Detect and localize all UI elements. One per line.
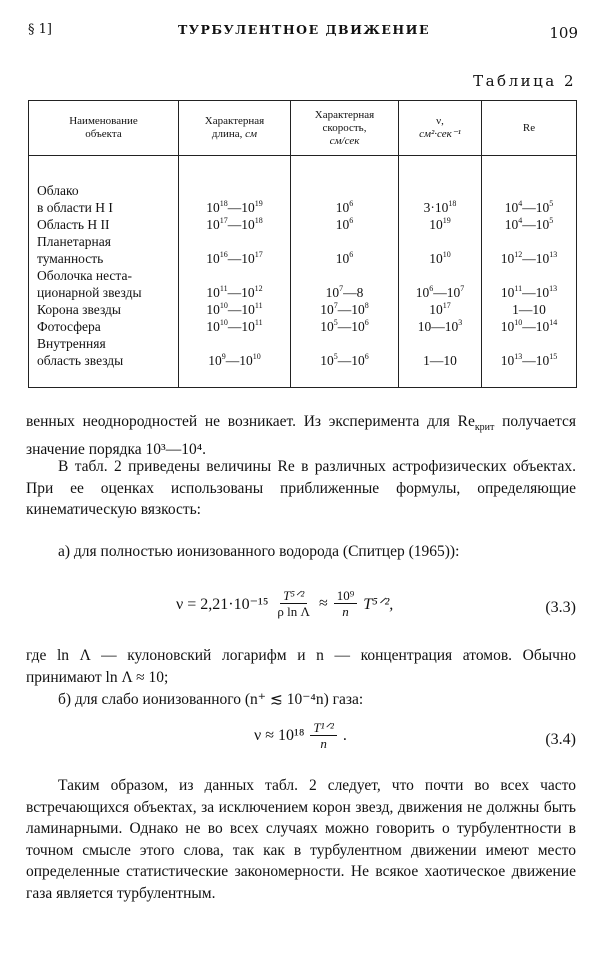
length-value: $10^{10}—10^{11}$ xyxy=(179,301,291,318)
formula-3-3: ν = 2,21·10⁻¹⁵ $\frac{\text{T⁵ᐟ²}}{\text{ρ ln Λ}}$ ≈ $\frac{\text{10⁹}}{n}$ T⁵ᐟ², (3.3) xyxy=(176,588,576,619)
running-header xyxy=(28,20,578,46)
object-name: Облако в области H I xyxy=(29,182,179,216)
re-value: $10^{13}—10^{15}$ xyxy=(482,335,577,388)
object-name: Корона звезды xyxy=(29,301,179,318)
table-row xyxy=(29,301,577,318)
section-marker: § 1] xyxy=(28,22,52,37)
table-row xyxy=(29,233,577,267)
nu-value: $10^{19}$ xyxy=(399,216,482,233)
table-caption: Таблица 2 xyxy=(473,72,576,90)
nu-value: $10—10^3$ xyxy=(399,318,482,335)
col-header-re: Re xyxy=(482,101,577,156)
speed-value: $10^5—10^6$ xyxy=(291,318,399,335)
length-value: $10^9—10^{10}$ xyxy=(179,335,291,388)
object-name: Оболочка неста- ционарной звезды xyxy=(29,267,179,301)
re-value: $10^{11}—10^{13}$ xyxy=(482,267,577,301)
running-title: ТУРБУЛЕНТНОЕ ДВИЖЕНИЕ xyxy=(178,22,431,37)
table-header-row xyxy=(29,101,577,156)
col-header-name: Наименование объекта xyxy=(29,101,179,156)
col-header-length: Характерная длина, см xyxy=(179,101,291,156)
table-body xyxy=(29,156,577,388)
paragraph-3: а) для полностью ионизованного водорода (Спитцер (1965)): xyxy=(58,543,460,560)
length-value: $10^{16}—10^{17}$ xyxy=(179,233,291,267)
nu-value: $3\cdot 10^{18}$ xyxy=(399,182,482,216)
speed-value: $10^7—10^8$ xyxy=(291,301,399,318)
object-name: Внутренняя область звезды xyxy=(29,335,179,388)
nu-value: $10^6—10^7$ xyxy=(399,267,482,301)
object-name: Область H II xyxy=(29,216,179,233)
paragraph-2: В табл. 2 приведены величины Re в различных астрофизических объектах. При ее оценках использованы приближенные формулы, определяющие кинематическую вязкость: xyxy=(26,458,576,518)
table-row xyxy=(29,318,577,335)
table-row xyxy=(29,182,577,216)
speed-value: $10^5—10^6$ xyxy=(291,335,399,388)
nu-value: $10^{10}$ xyxy=(399,233,482,267)
formula-3-4: ν ≈ 10¹⁸ $\frac{\text{T¹ᐟ²}}{n}$ . (3.4) xyxy=(254,720,576,751)
object-name: Фотосфера xyxy=(29,318,179,335)
object-name: Планетарная туманность xyxy=(29,233,179,267)
equation-number-3-4: (3.4) xyxy=(545,731,576,748)
data-table xyxy=(28,100,577,388)
col-header-nu: ν, см²·сек⁻¹ xyxy=(399,101,482,156)
re-value: 1—10 xyxy=(482,301,577,318)
page-number: 109 xyxy=(549,24,578,42)
speed-value: $10^7—8$ xyxy=(291,267,399,301)
equation-number-3-3: (3.3) xyxy=(545,599,576,616)
table-row xyxy=(29,335,577,388)
re-value: $10^4—10^5$ xyxy=(482,216,577,233)
length-value: $10^{10}—10^{11}$ xyxy=(179,318,291,335)
re-value: $10^{10}—10^{14}$ xyxy=(482,318,577,335)
re-value: $10^{12}—10^{13}$ xyxy=(482,233,577,267)
re-value: $10^4—10^5$ xyxy=(482,182,577,216)
speed-value: $10^6$ xyxy=(291,233,399,267)
paragraph-5: б) для слабо ионизованного (n⁺ ≲ 10⁻⁴n) газа: xyxy=(58,691,364,708)
length-value: $10^{17}—10^{18}$ xyxy=(179,216,291,233)
speed-value: $10^6$ xyxy=(291,182,399,216)
length-value: $10^{18}—10^{19}$ xyxy=(179,182,291,216)
paragraph-4: где ln Λ — кулоновский логарифм и n — концентрация атомов. Обычно принимают ln Λ ≈ 10; xyxy=(26,647,576,686)
nu-value: $10^{17}$ xyxy=(399,301,482,318)
paragraph-6: Таким образом, из данных табл. 2 следует, что почти во всех часто встречающихся объектах, за исключением корон звезд, движения не должны быть ламинарными. Однако не во всех случаях можно говорить о турбулентности в точном смысле этого слова, так как в турбулентном движении имеют место определенные статистические закономерности. Не всякое хаотическое движение газа является турбулентным. xyxy=(26,777,576,902)
length-value: $10^{11}—10^{12}$ xyxy=(179,267,291,301)
table-row xyxy=(29,267,577,301)
speed-value: $10^6$ xyxy=(291,216,399,233)
col-header-speed: Характерная скорость, см/сек xyxy=(291,101,399,156)
table-row xyxy=(29,216,577,233)
nu-value: 1—10 xyxy=(399,335,482,388)
paragraph-1: венных неоднородностей не возникает. Из эксперимента для $Re_{крит}$ получается значение порядка 10³—10⁴. xyxy=(26,413,576,458)
